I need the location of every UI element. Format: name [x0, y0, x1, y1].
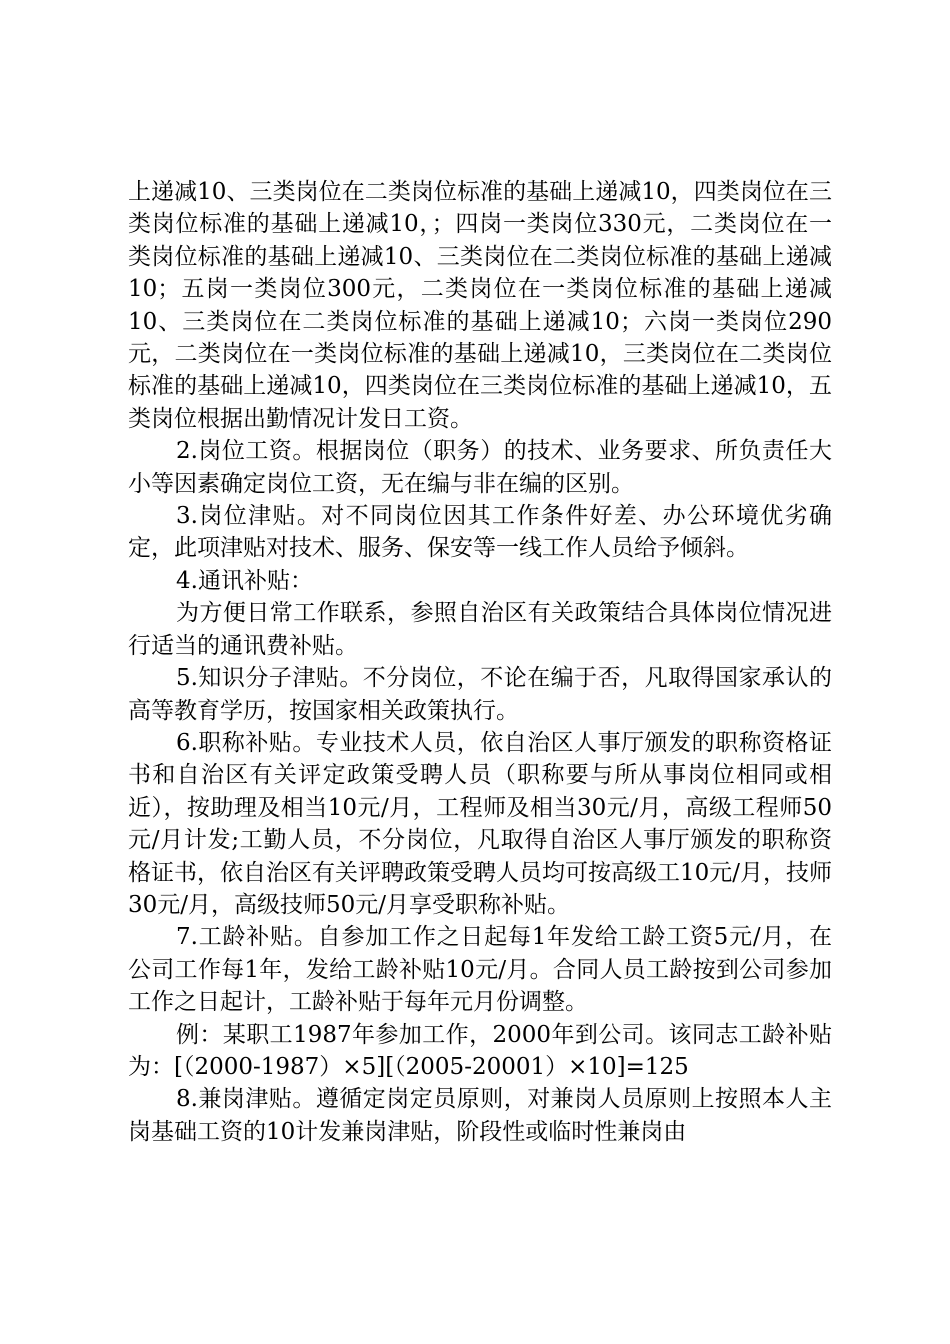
paragraph-intellectual-allowance: 5.知识分子津贴。不分岗位，不论在编于否，凡取得国家承认的高等教育学历，按国家相关政策执行。 — [128, 665, 832, 724]
paragraph-example: 例：某职工1987年参加工作，2000年到公司。该同志工龄补贴为：[（2000-1987）×5][（2005-20001）×10]=125 — [128, 1021, 832, 1080]
document-body — [128, 176, 832, 1148]
paragraph-seniority-subsidy: 7.工龄补贴。自参加工作之日起每1年发给工龄工资5元/月，在公司工作每1年，发给工龄补贴10元/月。合同人员工龄按到公司参加工作之日起计，工龄补贴于每年元月份调整。 — [128, 924, 832, 1016]
paragraph-concurrent-post-allowance: 8.兼岗津贴。遵循定岗定员原则，对兼岗人员原则上按照本人主岗基础工资的10计发兼岗津贴，阶段性或临时性兼岗由 — [128, 1086, 832, 1145]
paragraph-continuation: 上递减10、三类岗位在二类岗位标准的基础上递减10，四类岗位在三类岗位标准的基础上递减10，；四岗一类岗位330元，二类岗位在一类岗位标准的基础上递减10、三类岗位在二类岗位标准的基础上递减10；五岗一类岗位300元，二类岗位在一类岗位标准的基础上递减10、三类岗位在二类岗位标准的基础上递减10；六岗一类岗位290元，二类岗位在一类岗位标准的基础上递减10，三类岗位在二类岗位标准的基础上递减10，四类岗位在三类岗位标准的基础上递减10，五类岗位根据出勤情况计发日工资。 — [128, 179, 832, 432]
paragraph-title-subsidy: 6.职称补贴。专业技术人员，依自治区人事厅颁发的职称资格证书和自治区有关评定政策受聘人员（职称要与所从事岗位相同或相近），按助理及相当10元/月，工程师及相当30元/月，高级工程师50元/月计发;工勤人员，不分岗位，凡取得自治区人事厅颁发的职称资格证书，依自治区有关评聘政策受聘人员均可按高级工10元/月，技师30元/月，高级技师50元/月享受职称补贴。 — [128, 729, 833, 918]
paragraph-communication-heading: 4.通讯补贴： — [176, 567, 313, 594]
paragraph-communication-body: 为方便日常工作联系，参照自治区有关政策结合具体岗位情况进行适当的通讯费补贴。 — [128, 600, 832, 659]
paragraph-position-allowance: 3.岗位津贴。对不同岗位因其工作条件好差、办公环境优劣确定，此项津贴对技术、服务、保安等一线工作人员给予倾斜。 — [128, 503, 832, 562]
paragraph-position-salary: 2.岗位工资。根据岗位（职务）的技术、业务要求、所负责任大小等因素确定岗位工资，无在编与非在编的区别。 — [128, 438, 832, 497]
